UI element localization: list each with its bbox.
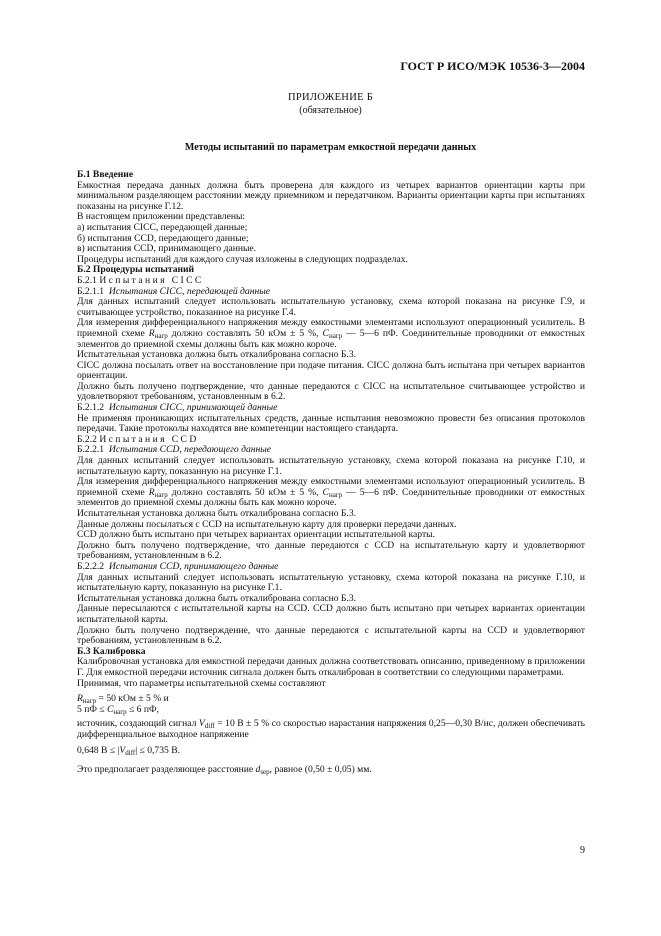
subsection-title: Испытания CICC, принимающей данные (108, 402, 278, 414)
subsection-title: Испытания CICC (99, 274, 204, 286)
paragraph: источник, создающий сигнал $V_{diff} = 10$ В ± 5 % со скоростью нарастания напряжения 0,25—0,30 В/нс, должен обеспечивать дифференциальное выходное напряжение (77, 718, 585, 740)
paragraph: Емкостная передача данных должна быть проверена для каждого из четырех вариантов ориентации карты при минимальном разделяющем расстоянии между приемником и передатчиком. Варианты ориентации карты при испытаниях показаны на рисунке Г.12. (77, 179, 585, 212)
section-b2-heading: Б.2 Процедуры испытаний (77, 264, 195, 276)
subsection-title: Испытания CCD, передающего данные (108, 444, 272, 456)
paragraph: Для данных испытаний следует использовать испытательную установку, схема которой показана на рисунке Г.10, и испытательную карту, показанную на рисунке Г.1. (77, 455, 585, 477)
document-code-header: ГОСТ Р ИСО/МЭК 10536-3—2004 (400, 59, 585, 73)
paragraph: Для измерения дифференциального напряжения между емкостными элементами используют операционный усилитель. В приемной схеме $R_{нагр}$ должно составлять 50 кОм ± 5 %, $C_{нагр}$ — 5—6 пФ. Соединительные проводники от емкостных элементов до приемной схемы должны быть как можно короче. (77, 476, 585, 509)
paragraph: Для данных испытаний следует использовать испытательную установку, схема которой показана на рисунке Г.10, и испытательную карту, показанную на рисунке Г.1. (77, 571, 585, 594)
subsection-number: Б.2.1.2 (77, 402, 105, 414)
appendix-subtitle: (обязательное) (299, 105, 362, 116)
subsection-title: Испытания CCD (99, 433, 199, 445)
paragraph: CCD должно быть испытано при четырех вариантах ориентации испытательной карты. (77, 529, 435, 541)
paragraph: Процедуры испытаний для каждого случая изложены в следующих подразделах. (77, 253, 408, 265)
section-b3-heading: Б.3 Калибровка (77, 645, 146, 657)
subsection-number: Б.2.2.2 (77, 560, 105, 572)
formula-line: $R_{нагр} = 50$ кОм ± 5 % и (77, 693, 169, 706)
paragraph: Испытательная установка должна быть откалибрована согласно Б.3. (77, 592, 357, 604)
subsection-number: Б.2.1 (77, 274, 97, 286)
document-title: Методы испытаний по параметрам емкостной передачи данных (184, 142, 477, 153)
paragraph: Это предполагает разделяющее расстояние $d_{sep}$, равное (0,50 ± 0,05) мм. (77, 764, 372, 777)
paragraph: Испытательная установка должна быть откалибрована согласно Б.3. (77, 508, 357, 519)
formula-line: 0,648 $В \le |V_{diff}| \le 0,735$ В. (77, 745, 180, 758)
paragraph: Должно быть получено подтверждение, что данные передаются с CICC на испытательное считывающее устройство и удовлетворяют требованиям, установленным в 6.2. (77, 380, 585, 403)
subsection-number: Б.2.2 (77, 433, 97, 445)
paragraph: Данные пересылаются с испытательной карты на CCD. CCD должно быть испытано при четырех вариантах ориентации испытательной карты. (77, 603, 585, 625)
subsection-title: Испытания CICC, передающей данные (108, 285, 270, 297)
paragraph: Данные должны посылаться с CCD на испытательную карту для проверки передачи данных. (77, 518, 457, 530)
paragraph: Для данных испытаний следует использовать испытательную установку, схема которой показана на рисунке Г.9, и считывающее устройство, показанное на рисунке Г.4. (77, 296, 585, 318)
paragraph: Испытательная установка должна быть откалибрована согласно Б.3. (77, 349, 357, 361)
subsection-number: Б.2.2.1 (77, 444, 105, 456)
paragraph: Должно быть получено подтверждение, что данные передаются с CCD на испытательную карту и удовлетворяют требованиям, установленным в 6.2. (77, 539, 585, 562)
paragraph: Не применяя проникающих испытательных средств, данные испытания невозможно провести без описания протоколов передачи. Такие протоколы находятся вне компетенции настоящего стандарта. (77, 412, 585, 435)
list-item: в) испытания CCD, принимающего данные. (77, 243, 257, 255)
paragraph: Принимая, что параметры испытательной схемы составляют (77, 677, 326, 689)
list-item: а) испытания CICC, передающей данные; (77, 221, 248, 233)
subsection-title: Испытания CCD, принимающего данные (108, 560, 279, 572)
formula-line: 5 пФ ≤ $C_{нагр} \le 6$ пФ, (77, 703, 159, 716)
subsection-number: Б.2.1.1 (77, 285, 105, 297)
page-number: 9 (580, 845, 585, 856)
list-item: б) испытания CCD, передающего данные; (77, 232, 249, 244)
section-b1-heading: Б.1 Введение (77, 169, 134, 180)
paragraph: CICC должна посылать ответ на восстановление при подаче питания. CICC должна быть испытана при четырех вариантов ориентации. (77, 359, 585, 382)
document-body (77, 170, 585, 776)
appendix-title: ПРИЛОЖЕНИЕ Б (287, 92, 374, 103)
paragraph: Должно быть получено подтверждение, что данные передаются с испытательной карты на CCD и удовлетворяют требованиям, установленным в 6.2. (77, 624, 585, 647)
paragraph: Калибровочная установка для емкостной передачи данных должна соответствовать описанию, приведенному в приложении Г. Для емкостной передачи источник сигнала должен быть откалиброван в соответствии со следующими параметрами. (77, 656, 585, 678)
paragraph: Для измерения дифференциального напряжения между емкостными элементами используют операционный усилитель. В приемной схеме $R_{нагр}$ должно составлять 50 кОм ± 5 %, $C_{нагр}$ — 5—6 пФ. Соединительные проводники от емкостных элементов до приемной схемы должны быть как можно короче. (77, 317, 585, 350)
subsubsection-heading (77, 562, 585, 573)
paragraph: В настоящем приложении представлены: (77, 211, 246, 223)
